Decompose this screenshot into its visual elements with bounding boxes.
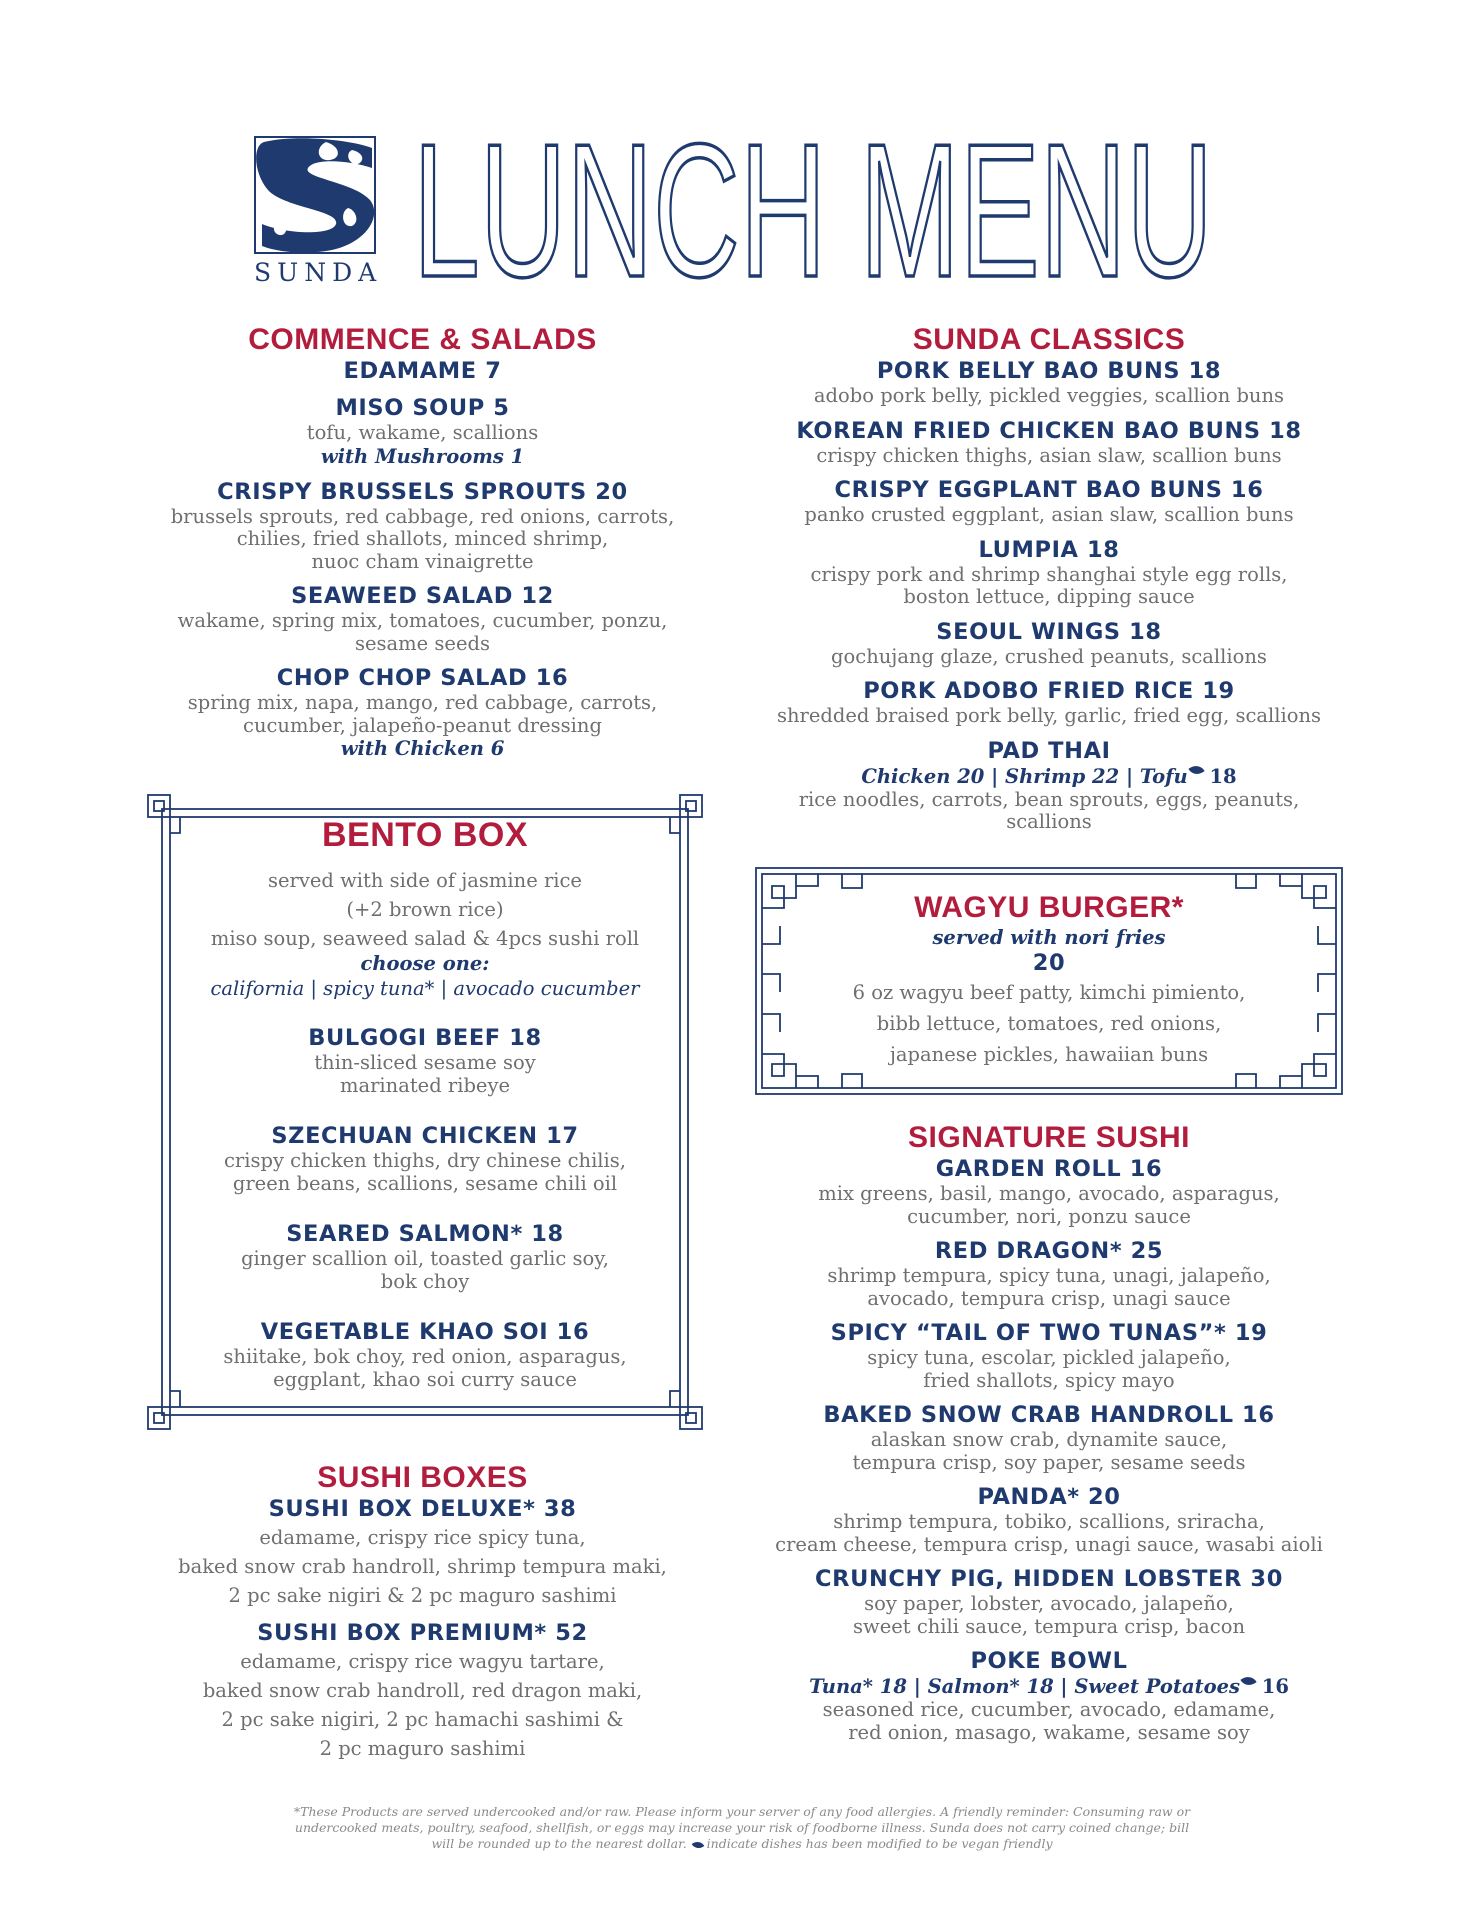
item-desc: japanese pickles, hawaiian buns (889, 1043, 1209, 1066)
item-name: BAKED SNOW CRAB HANDROLL 16 (823, 1402, 1275, 1428)
wagyu-price: 20 (1032, 950, 1066, 976)
sunda-s-logo-icon (254, 136, 376, 254)
item-desc: spring mix, napa, mango, red cabbage, carrots, (187, 691, 658, 714)
commence-section (150, 322, 695, 761)
bento-choose: choose one: (360, 952, 490, 975)
item-name: GARDEN ROLL 16 (935, 1156, 1163, 1182)
menu-item (760, 678, 1338, 728)
menu-item (760, 1566, 1338, 1638)
item-desc: eggplant, khao soi curry sauce (273, 1367, 577, 1391)
item-desc: crispy pork and shrimp shanghai style egg rolls, (810, 562, 1288, 586)
item-desc: tempura crisp, soy paper, sesame seeds (852, 1450, 1246, 1474)
item-desc: cucumber, jalapeño-peanut dressing (243, 713, 602, 737)
menu-item (760, 1648, 1338, 1744)
disclaimer-line (290, 1836, 1194, 1852)
item-name: CRISPY BRUSSELS SPROUTS 20 (217, 478, 628, 505)
menu-item (150, 1496, 695, 1610)
menu-item (760, 358, 1338, 408)
menu-item (760, 1320, 1338, 1392)
item-desc: tofu, wakame, scallions (306, 421, 539, 444)
item-name: SUSHI BOX PREMIUM* 52 (257, 1620, 588, 1646)
item-desc: 2 pc sake nigiri & 2 pc maguro sashimi (228, 1584, 617, 1607)
item-desc: green beans, scallions, sesame chili oil (232, 1171, 618, 1195)
item-desc: bibb lettuce, tomatoes, red onions, (876, 1012, 1222, 1035)
item-name: SEARED SALMON* 18 (286, 1221, 564, 1247)
option-price: 18 (1209, 764, 1237, 788)
section-title: SUNDA CLASSICS (912, 323, 1186, 356)
item-desc: marinated ribeye (339, 1073, 511, 1097)
wagyu-sub: served with nori fries (932, 926, 1166, 949)
menu-item (170, 1221, 680, 1293)
item-desc: adobo pork belly, pickled veggies, scallion buns (813, 384, 1285, 407)
item-desc: soy paper, lobster, avocado, jalapeño, (864, 1592, 1234, 1615)
bento-choices: california | spicy tuna* | avocado cucumber (210, 977, 640, 1000)
item-desc: spicy tuna, escolar, pickled jalapeño, (867, 1346, 1231, 1369)
sushi-boxes-section (150, 1460, 695, 1763)
item-name: MISO SOUP 5 (335, 395, 510, 421)
item-option (760, 765, 1338, 789)
menu-item (150, 665, 695, 761)
menu-item (760, 1238, 1338, 1310)
item-name: RED DRAGON* 25 (934, 1238, 1164, 1264)
menu-item (170, 1123, 680, 1195)
page-title (410, 128, 1216, 288)
menu-item (760, 537, 1338, 609)
item-desc: gochujang glaze, crushed peanuts, scallions (831, 644, 1267, 668)
item-name: CRUNCHY PIG, HIDDEN LOBSTER 30 (815, 1566, 1283, 1592)
item-name: PORK BELLY BAO BUNS 18 (876, 358, 1222, 384)
item-desc: 6 oz wagyu beef patty, kimchi pimiento, (852, 981, 1246, 1004)
item-desc: cucumber, nori, ponzu sauce (907, 1204, 1191, 1228)
item-desc: alaskan snow crab, dynamite sauce, (870, 1428, 1228, 1451)
menu-item (150, 395, 695, 469)
section-title: SIGNATURE SUSHI (908, 1121, 1190, 1154)
item-desc: edamame, crispy rice spicy tuna, (259, 1526, 586, 1549)
disclaimer-line: undercooked meats, poultry, seafood, shellfish, or eggs may increase your risk of foodborne illness. Sunda does not carry coined change; bill (294, 1820, 1190, 1835)
item-desc: sweet chili sauce, tempura crisp, bacon (853, 1614, 1245, 1638)
item-desc: sesame seeds (355, 631, 490, 655)
item-desc: nuoc cham vinaigrette (311, 549, 534, 573)
item-desc: bok choy (380, 1269, 470, 1293)
menu-item (760, 1156, 1338, 1228)
item-desc: crispy chicken thighs, dry chinese chilis, (224, 1149, 626, 1172)
item-desc: shrimp tempura, tobiko, scallions, sriracha, (833, 1510, 1265, 1533)
option-text: Tuna* 18 | Salmon* 18 | Sweet Potatoes (809, 1675, 1240, 1698)
disclaimer-line: *These Products are served undercooked and/or raw. Please inform your server of any food allergies. A friendly reminder: Consuming raw or (293, 1804, 1191, 1819)
leaf-icon (1188, 762, 1204, 777)
item-desc: edamame, crispy rice wagyu tartare, (240, 1650, 605, 1673)
bento-intro: miso soup, seaweed salad & 4pcs sushi roll (210, 927, 640, 950)
menu-item (760, 738, 1338, 834)
bento-section (170, 814, 680, 1391)
item-desc: red onion, masago, wakame, sesame soy (848, 1720, 1250, 1744)
section-title: BENTO BOX (321, 816, 528, 854)
item-name: PANDA* 20 (977, 1484, 1121, 1510)
sunda-logo (254, 136, 383, 287)
item-name: CHOP CHOP SALAD 16 (276, 665, 569, 691)
item-desc: avocado, tempura crisp, unagi sauce (867, 1286, 1231, 1310)
item-desc: wakame, spring mix, tomatoes, cucumber, ponzu, (177, 609, 668, 632)
item-name: EDAMAME 7 (343, 358, 502, 384)
leaf-icon (691, 1839, 704, 1851)
section-title: COMMENCE & SALADS (248, 323, 597, 356)
classics-section (760, 322, 1338, 834)
item-desc: mix greens, basil, mango, avocado, asparagus, (818, 1182, 1280, 1205)
section-title: WAGYU BURGER* (914, 891, 1184, 924)
item-desc: 2 pc maguro sashimi (319, 1737, 526, 1760)
page-title-text: LUNCH MENU (413, 128, 1213, 288)
item-name: PAD THAI (987, 737, 1111, 764)
section-title: SUSHI BOXES (317, 1461, 528, 1494)
item-desc: fried shallots, spicy mayo (923, 1368, 1175, 1392)
logo-text: SUNDA (254, 258, 383, 287)
menu-item (170, 1319, 680, 1391)
bento-intro: served with side of jasmine rice (268, 869, 582, 892)
disclaimer-text: indicate dishes has been modified to be vegan friendly (706, 1836, 1053, 1851)
item-desc: rice noodles, carrots, bean sprouts, eggs, peanuts, scallions (798, 787, 1300, 833)
item-name: LUMPIA 18 (978, 536, 1120, 563)
item-desc: brussels sprouts, red cabbage, red onions, carrots, (170, 504, 675, 528)
menu-item (760, 619, 1338, 669)
menu-item (760, 1402, 1338, 1474)
menu-item (170, 1025, 680, 1097)
item-name: BULGOGI BEEF 18 (308, 1025, 542, 1051)
item-name: CRISPY EGGPLANT BAO BUNS 16 (834, 477, 1264, 503)
item-name: SEAWEED SALAD 12 (291, 583, 554, 609)
menu-item (150, 1620, 695, 1763)
item-desc: ginger scallion oil, toasted garlic soy, (241, 1247, 609, 1270)
item-desc: seasoned rice, cucumber, avocado, edamame, (822, 1698, 1276, 1721)
item-desc: panko crusted eggplant, asian slaw, scallion buns (804, 503, 1294, 526)
item-name: SUSHI BOX DELUXE* 38 (268, 1496, 577, 1522)
item-desc: 2 pc sake nigiri, 2 pc hamachi sashimi & (221, 1708, 624, 1731)
item-name: KOREAN FRIED CHICKEN BAO BUNS 18 (796, 417, 1302, 444)
menu-item (150, 479, 695, 574)
item-name: SPICY “TAIL OF TWO TUNAS”* 19 (830, 1320, 1268, 1346)
item-option (760, 1675, 1338, 1699)
item-desc: baked snow crab handroll, shrimp tempura maki, (178, 1555, 667, 1578)
item-option: with Mushrooms 1 (320, 444, 525, 468)
option-price: 16 (1261, 1675, 1289, 1698)
item-desc: cream cheese, tempura crisp, unagi sauce, wasabi aioli (775, 1532, 1323, 1556)
menu-item (760, 1484, 1338, 1556)
item-option: with Chicken 6 (340, 737, 505, 760)
item-desc: shiitake, bok choy, red onion, asparagus, (223, 1345, 627, 1368)
menu-item (760, 477, 1338, 527)
item-name: SEOUL WINGS 18 (936, 618, 1162, 645)
leaf-icon (1240, 1673, 1256, 1688)
item-name: PORK ADOBO FRIED RICE 19 (863, 678, 1235, 704)
item-desc: crispy chicken thighs, asian slaw, scallion buns (816, 443, 1282, 467)
item-desc: chilies, fried shallots, minced shrimp, (236, 527, 609, 550)
item-name: VEGETABLE KHAO SOI 16 (260, 1319, 590, 1345)
signature-sushi-section (760, 1120, 1338, 1744)
item-desc: baked snow crab handroll, red dragon maki, (202, 1679, 643, 1702)
item-name: POKE BOWL (970, 1648, 1128, 1674)
item-desc: boston lettuce, dipping sauce (903, 585, 1195, 608)
disclaimer-text: will be rounded up to the nearest dollar. (431, 1836, 687, 1851)
wagyu-section (770, 890, 1328, 1070)
item-desc: thin-sliced sesame soy (314, 1051, 536, 1074)
item-desc: shrimp tempura, spicy tuna, unagi, jalapeño, (827, 1264, 1271, 1287)
bento-intro: (+2 brown rice) (346, 898, 504, 921)
item-desc: shredded braised pork belly, garlic, fried egg, scallions (776, 704, 1322, 727)
menu-item (150, 583, 695, 655)
allergy-disclaimer (290, 1804, 1194, 1852)
option-text: Chicken 20 | Shrimp 22 | Tofu (861, 764, 1188, 788)
menu-item (760, 418, 1338, 468)
item-name: SZECHUAN CHICKEN 17 (271, 1123, 579, 1149)
